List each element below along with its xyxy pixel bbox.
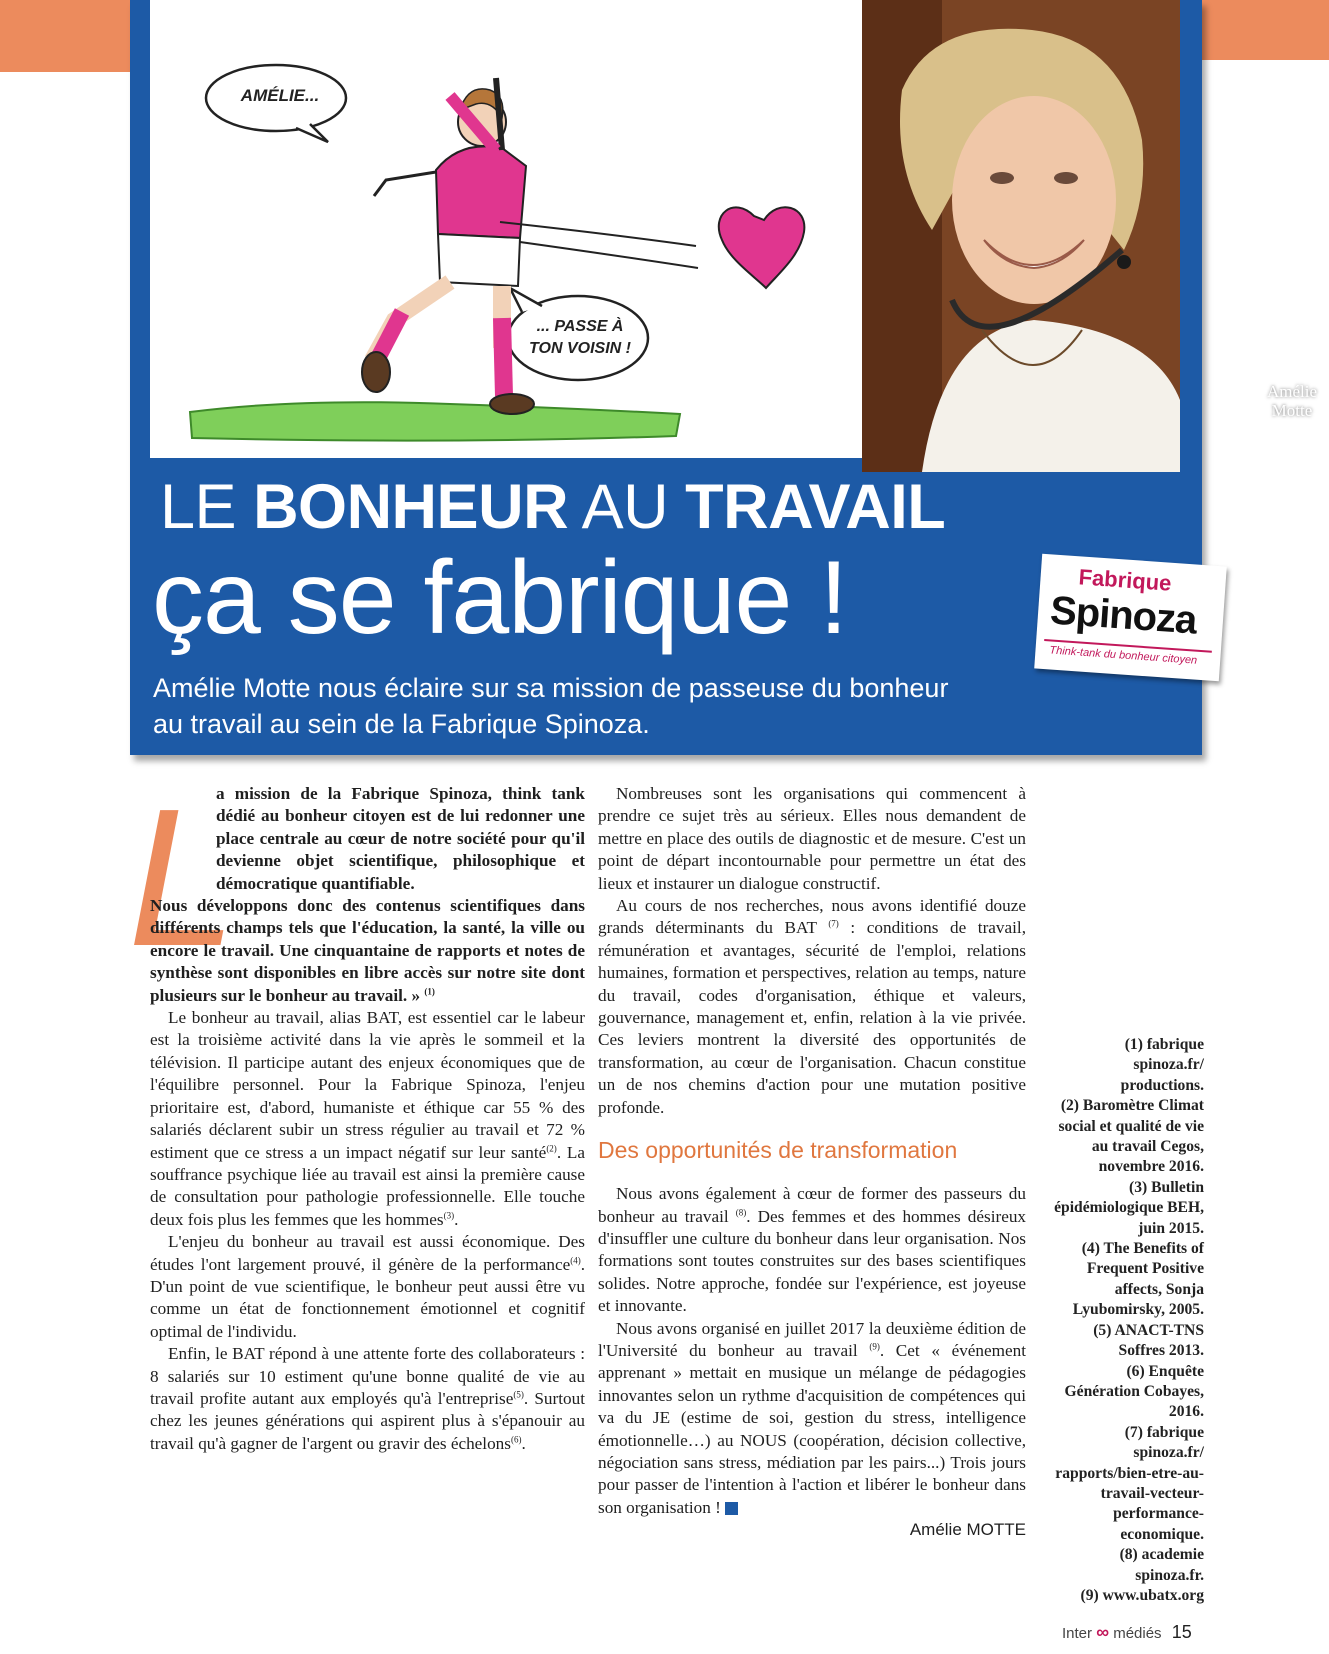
footnote-item: (6) Enquête Génération Cobayes, 2016. bbox=[1064, 1362, 1204, 1421]
footnote-ref: (8) bbox=[735, 1206, 747, 1217]
standfirst bbox=[153, 670, 1073, 742]
orange-tab-left bbox=[0, 0, 130, 72]
footnote-ref: (2) bbox=[546, 1142, 557, 1153]
body-paragraph: Nous avons également à cœur de former des passeurs du bonheur au travail $^{(8)}$. Des femmes et des hommes désireux d'insuffler une culture du bonheur dans leur organisation. Nos formations sont toutes construites sur des bases scientifiques solides. Notre approche, fondée sur l'expérience, est joyeuse et innovante. bbox=[598, 1184, 1027, 1316]
portrait-photo bbox=[862, 0, 1180, 472]
body-paragraph: Enfin, le BAT répond à une attente forte des collaborateurs : 8 salariés sur 10 estiment qu'une bonne qualité de vie au travail profite autant aux employés qu'à l'entreprise$^{(5)}$. Surtout chez les jeunes générations qui aspirent plus à s'épanouir au travail qu'à gagner de l'argent ou gravir des échelons$^{(6)}$. bbox=[150, 1344, 585, 1453]
footnote-item: (5) ANACT-TNS Soffres 2013. bbox=[1093, 1321, 1204, 1360]
logo-fabrique: Fabrique bbox=[1077, 564, 1173, 596]
footnote-item: (2) Baromètre Climat social et qualité de vie au travail Cegos, novembre 2016. bbox=[1058, 1097, 1204, 1176]
footnote-item: (9) www.ubatx.org bbox=[1080, 1586, 1204, 1604]
headline-line2: ça se fabrique ! bbox=[152, 540, 848, 656]
footnote-ref: (1) bbox=[424, 985, 435, 996]
orange-tab-right bbox=[1180, 0, 1329, 60]
footnotes bbox=[1052, 1035, 1204, 1606]
photo-caption-line2: Motte bbox=[1271, 401, 1313, 420]
body-paragraph: Au cours de nos recherches, nous avons identifié douze grands déterminants du BAT $^{(7)}$ : conditions de travail, rémunération et avantages, sécurité de l'emploi, relations humaines, formation et perspectives, relation au temps, nature du travail, codes d'organisation, éthique et valeurs, gouvernance, management et, enfin, relation à la vie privée. Ces leviers montrent la diversité des opportunités de transformation, au cœur de l'organisation. Chacun constitue un de nos chemins d'action pour une mutation positive profonde. bbox=[598, 896, 1026, 1117]
footnote-ref: (5) bbox=[513, 1389, 524, 1400]
page-number: 15 bbox=[1171, 1622, 1192, 1642]
logo-spinoza: Spinoza bbox=[1048, 588, 1198, 643]
end-mark bbox=[725, 1502, 738, 1515]
article-column-2 bbox=[598, 783, 1026, 1541]
body-paragraph: Le bonheur au travail, alias BAT, est essentiel car le labeur est la troisième activité dans la vie après le sommeil et la télévision. Il participe autant des enjeux économiques que de l'équilibre personnel. Pour la Fabrique Spinoza, l'enjeu prioritaire est, d'abord, humaniste et éthique car 55 % des salariés déclarent subir un stress régulier au travail et 72 % estiment que ce stress a un impact négatif sur leur santé$^{(2)}$. La souffrance psychique liée au travail est ainsi la première cause de consultation pour pathologie professionnelle. Elle touche deux fois plus les femmes que les hommes$^{(3)}$. bbox=[150, 1008, 585, 1229]
headline-line1 bbox=[160, 472, 945, 542]
drop-cap: L bbox=[128, 768, 238, 987]
page-footer bbox=[1062, 1622, 1192, 1643]
speech-bubble-bottom-line2: TON VOISIN ! bbox=[529, 340, 631, 357]
footnote-item: (4) The Benefits of Frequent Positive affects, Sonja Lyubomirsky, 2005. bbox=[1072, 1240, 1204, 1319]
publication-name-right: médiés bbox=[1113, 1625, 1162, 1642]
footnote-ref: (6) bbox=[510, 1434, 522, 1445]
author-signature: Amélie MOTTE bbox=[909, 1520, 1026, 1540]
footnote-item: (1) fabrique spinoza.fr/ productions. bbox=[1120, 1036, 1204, 1094]
logo-tagline: Think-tank du bonheur citoyen bbox=[1049, 644, 1198, 667]
headline-word-au: AU bbox=[568, 472, 686, 542]
headline-word-travail: TRAVAIL bbox=[685, 472, 946, 542]
headline-word-bonheur: BONHEUR bbox=[253, 472, 569, 542]
body-paragraph: Nous avons organisé en juillet 2017 la deuxième édition de l'Université du bonheur au travail $^{(9)}$. Cet « événement apprenant » mettait en musique un mélange de pédagogies innovantes selon un rythme d'acquisition de compétences qui va du JE (estime de soi, gestion du stress, intelligence émotionnelle…) au NOUS (coopération, décision collective, négociation sans stress, médiation par les pairs...) Trois jours pour passer de l'intention à l'action et libérer le bonheur dans son organisation ! bbox=[598, 1318, 1027, 1517]
publication-name-left: Inter bbox=[1062, 1625, 1093, 1642]
footnote-item: (3) Bulletin épidémiologique BEH, juin 2015. bbox=[1054, 1178, 1204, 1237]
photo-caption-line1: Amélie bbox=[1266, 382, 1317, 401]
lead-paragraph: a mission de la Fabrique Spinoza, think tank dédié au bonheur citoyen est de lui redonner une place centrale au cœur de notre société pour qu'il devienne objet scientifique, philosophique et démocratique quantifiable. bbox=[216, 784, 585, 893]
infinity-icon: ∞ bbox=[1096, 1622, 1110, 1642]
speech-bubble-bottom bbox=[520, 316, 640, 360]
speech-bubble-top: AMÉLIE... bbox=[240, 86, 320, 105]
section-subheading: Des opportunités de transformation bbox=[598, 1137, 958, 1164]
body-paragraph: Nombreuses sont les organisations qui commencent à prendre ce sujet très au sérieux. Elles nous demandent de mettre en place des outils de diagnostic et de mesure. C'est un point de départ incontournable pour permettre un état des lieux et instaurer un dialogue constructif. bbox=[598, 784, 1026, 893]
lead-paragraph-continued bbox=[150, 895, 585, 1007]
lead-rest-text: Nous développons donc des contenus scientifiques dans différents champs tels que l'éducation, la santé, la ville ou encore le travail. Une cinquantaine de rapports et notes de synthèse sont disponibles en libre accès sur notre site dont plusieurs sur le bonheur au travail. » bbox=[150, 896, 585, 1005]
footnote-ref: (7) bbox=[828, 918, 839, 929]
footnote-ref: (3) bbox=[443, 1209, 455, 1220]
headline-word-le: LE bbox=[160, 472, 254, 542]
footnote-ref: (4) bbox=[570, 1254, 581, 1265]
footnote-ref: (9) bbox=[869, 1341, 880, 1352]
standfirst-line1: Amélie Motte nous éclaire sur sa mission de passeuse du bonheur bbox=[153, 673, 949, 703]
speech-bubble-bottom-line1: ... PASSE À bbox=[536, 318, 624, 335]
cartoon-illustration bbox=[150, 0, 862, 458]
footnote-item: (7) fabrique spinoza.fr/ rapports/bien-etre-au-travail-vecteur-performance-economique. bbox=[1055, 1423, 1204, 1543]
photo-caption bbox=[1267, 382, 1317, 420]
footnote-item: (8) academie spinoza.fr. bbox=[1119, 1546, 1204, 1584]
fabrique-spinoza-logo bbox=[1034, 554, 1227, 682]
article-column-1 bbox=[150, 783, 585, 1455]
standfirst-line2: au travail au sein de la Fabrique Spinoza. bbox=[153, 709, 650, 739]
body-paragraph: L'enjeu du bonheur au travail est aussi économique. Des études l'ont largement prouvé, il génère de la performance$^{(4)}$. D'un point de vue scientifique, le bonheur peut aussi être vu comme un état de fonctionnement émotionnel et cognitif optimal de l'individu. bbox=[150, 1232, 585, 1341]
